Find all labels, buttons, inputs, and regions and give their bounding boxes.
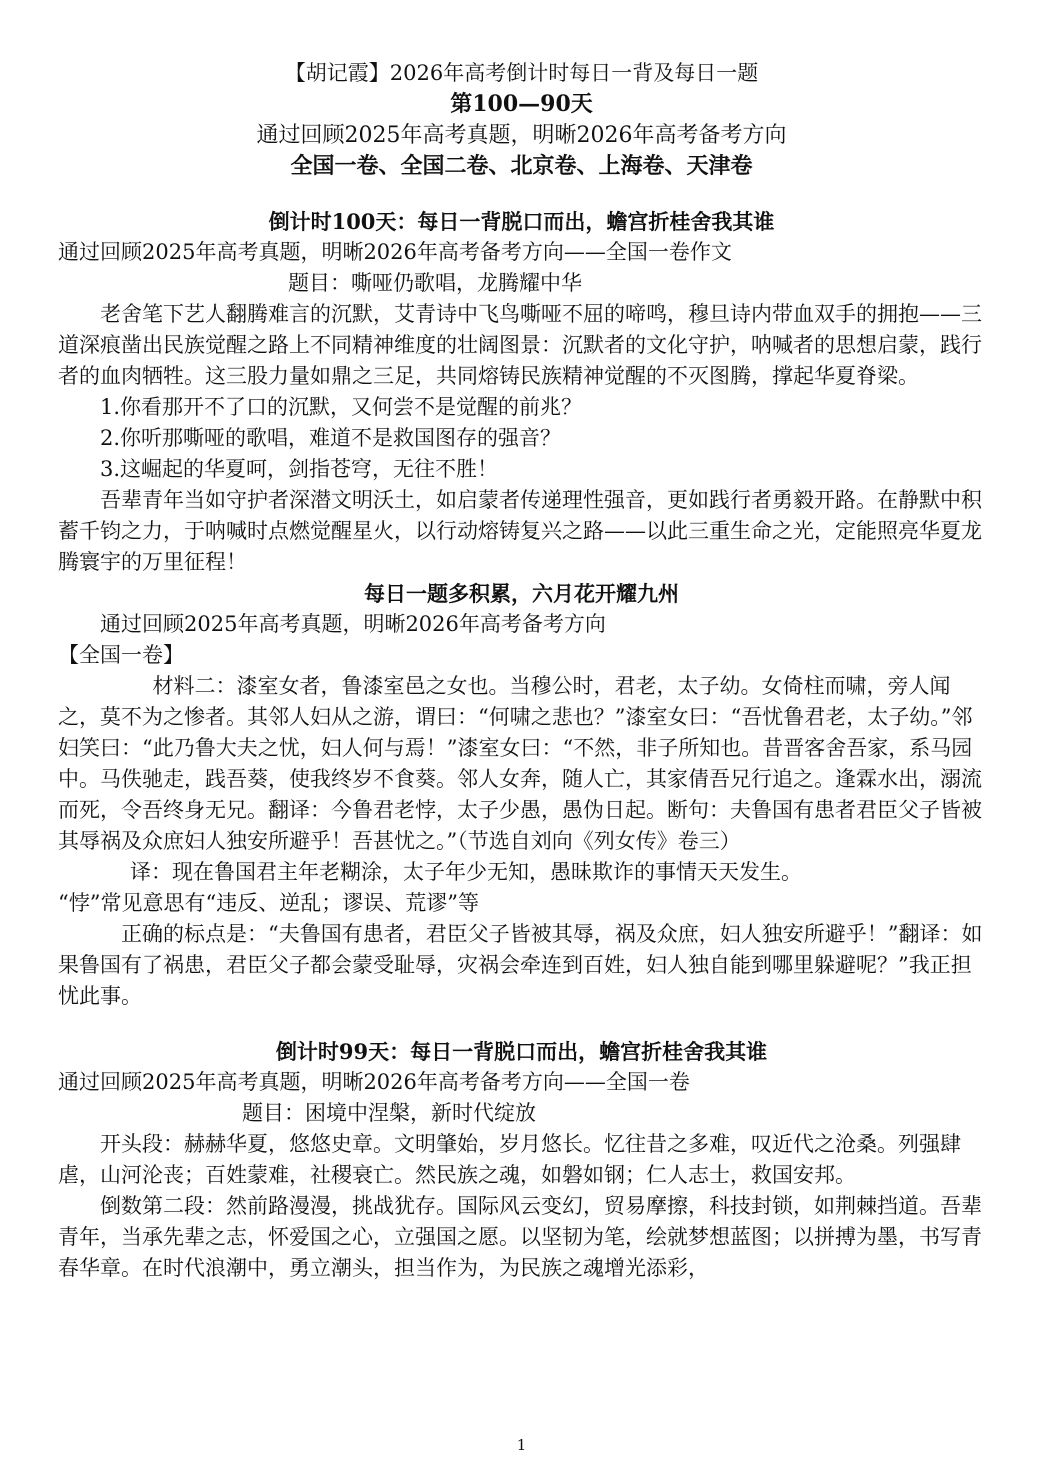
day100-paragraph-2: 吾辈青年当如守护者深潜文明沃土，如启蒙者传递理性强音，更如践行者勇毅开路。在静默中积蓄千钧之力，于呐喊时点燃觉醒星火，以行动熔铸复兴之路——以此三重生命之光，定能照亮华夏龙腾寰宇的万里征程！	[58, 488, 982, 574]
header-line-1: 【胡记霞】2026年高考倒计时每日一背及每日一题	[284, 61, 759, 85]
day99-paragraph-1: 开头段：赫赫华夏，悠悠史章。文明肇始，岁月悠长。忆往昔之多难，叹近代之沧桑。列强肆虐，山河沦丧；百姓蒙难，社稷衰亡。然民族之魂，如磐如钢；仁人志士，救国安邦。	[58, 1132, 961, 1187]
day100-topic: 题目：嘶哑仍歌唱，龙腾耀中华	[288, 271, 582, 295]
daily-question-punctuation: 正确的标点是：“夫鲁国有患者，君臣父子皆被其辱，祸及众庶，妇人独安所避乎！”翻译：如果鲁国有了祸患，君臣父子都会蒙受耻辱，灾祸会牵连到百姓，妇人独自能到哪里躲避呢？”我正担忧此事。	[58, 922, 983, 1008]
day99-heading: 倒计时99天：每日一背脱口而出，蟾宫折桂舍我其谁	[275, 1039, 768, 1064]
day99-topic: 题目：困境中涅槃，新时代绽放	[242, 1101, 536, 1125]
day100-heading: 倒计时100天：每日一背脱口而出，蟾宫折桂舍我其谁	[268, 209, 775, 234]
header-subtitle: 通过回顾2025年高考真题，明晰2026年高考备考方向	[256, 123, 787, 148]
section-day-100	[58, 206, 985, 578]
day100-list-item-1: 1.你看那开不了口的沉默，又何尝不是觉醒的前兆？	[100, 395, 583, 419]
spacer	[58, 1012, 985, 1036]
daily-question-material: 材料二：漆室女者，鲁漆室邑之女也。当穆公时，君老，太子幼。女倚柱而啸，旁人闻之，莫不为之惨者。其邻人妇从之游，谓曰：“何啸之悲也？”漆室女曰：“吾忧鲁君老，太子幼。”邻妇笑曰：“此乃鲁大夫之忧，妇人何与焉！”漆室女曰：“不然，非子所知也。昔晋客舍吾家，系马园中。马佚驰走，践吾葵，使我终岁不食葵。邻人女奔，随人亡，其家倩吾兄行追之。逢霖水出，溺流而死，令吾终身无兄。翻译：今鲁君老悖，太子少愚，愚伪日起。断句：夫鲁国有患者君臣父子皆被其辱祸及众庶妇人独安所避乎！吾甚忧之。”（节选自刘向《列女传》卷三）	[58, 674, 982, 853]
daily-question-heading: 每日一题多积累，六月花开耀九州	[364, 581, 679, 606]
day100-list-item-3: 3.这崛起的华夏呵，剑指苍穹，无往不胜！	[100, 457, 499, 481]
day99-paragraph-2: 倒数第二段：然前路漫漫，挑战犹存。国际风云变幻，贸易摩擦，科技封锁，如荆棘挡道。吾辈青年，当承先辈之志，怀爱国之心，立强国之愿。以坚韧为笔，绘就梦想蓝图；以拼搏为墨，书写青春华章。在时代浪潮中，勇立潮头，担当作为，为民族之魂增光添彩，	[58, 1194, 982, 1280]
day100-paragraph-1: 老舍笔下艺人翻腾难言的沉默，艾青诗中飞鸟嘶哑不屈的啼鸣，穆旦诗内带血双手的拥抱——三道深痕凿出民族觉醒之路上不同精神维度的壮阔图景：沉默者的文化守护，呐喊者的思想启蒙，践行者的血肉牺牲。这三股力量如鼎之三足，共同熔铸民族精神觉醒的不灭图腾，撑起华夏脊梁。	[58, 302, 982, 388]
daily-question-tag: 【全国一卷】	[58, 643, 184, 667]
daily-question-intro: 通过回顾2025年高考真题，明晰2026年高考备考方向	[100, 612, 606, 636]
section-day-99	[58, 1036, 985, 1284]
day99-intro: 通过回顾2025年高考真题，明晰2026年高考备考方向——全国一卷	[58, 1070, 690, 1094]
daily-question-translation: 译：现在鲁国君主年老糊涂，太子年少无知，愚昧欺诈的事情天天发生。	[130, 860, 802, 884]
daily-question-note: “悖”常见意思有“违反、逆乱；谬误、荒谬”等	[58, 891, 479, 915]
spacer	[58, 182, 985, 206]
day100-list-item-2: 2.你听那嘶哑的歌唱，难道不是救国图存的强音？	[100, 426, 562, 450]
day100-intro: 通过回顾2025年高考真题，明晰2026年高考备考方向——全国一卷作文	[58, 240, 732, 264]
header-day-range: 第100—90天	[450, 91, 593, 117]
header-papers: 全国一卷、全国二卷、北京卷、上海卷、天津卷	[290, 153, 753, 179]
page-number: 1	[516, 1436, 527, 1454]
section-daily-question	[58, 578, 985, 1012]
